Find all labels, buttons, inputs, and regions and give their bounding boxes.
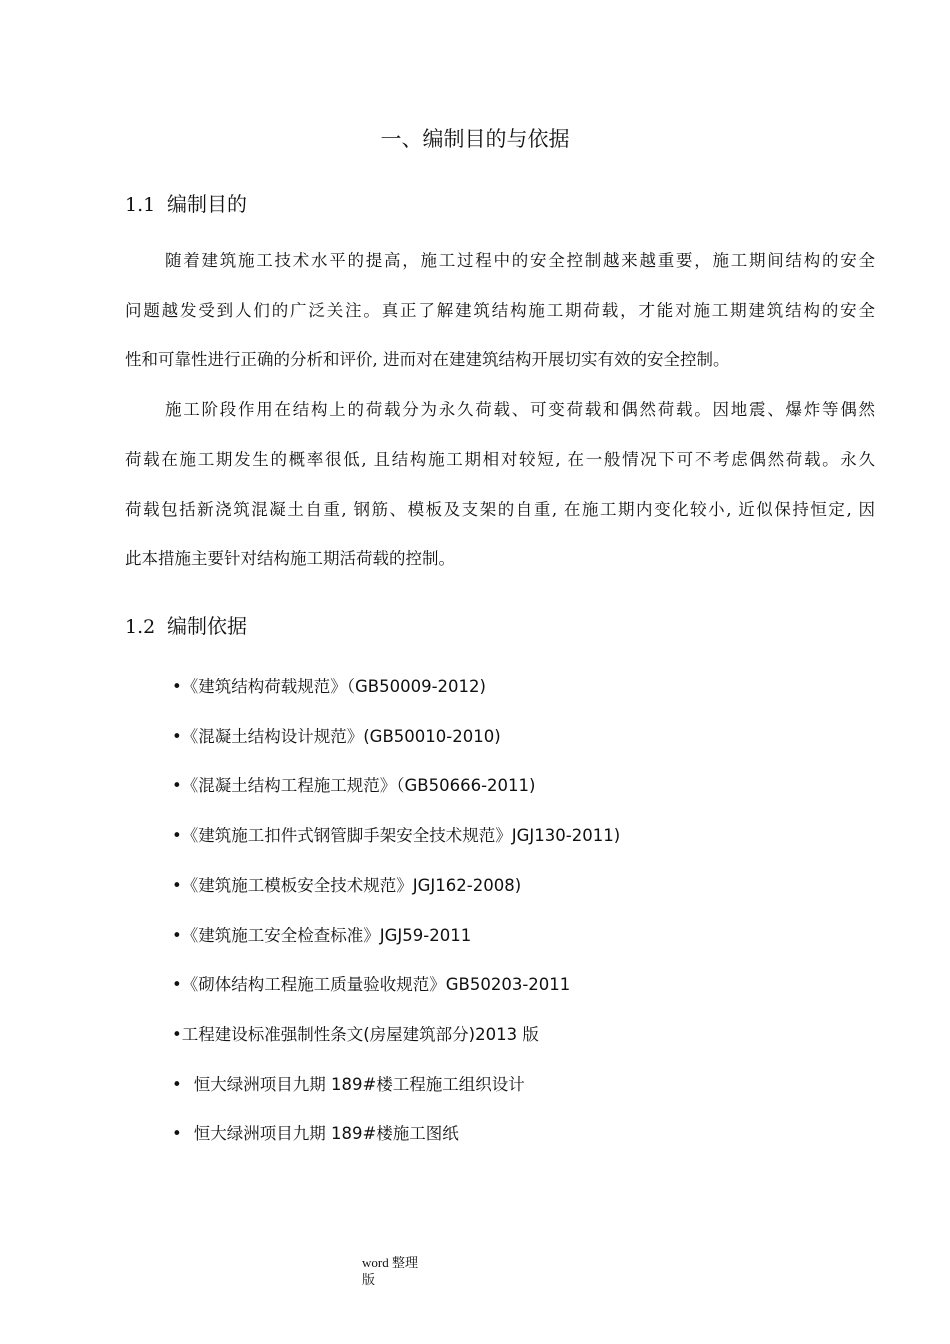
bullet-icon: • [172,926,182,945]
reference-item [172,973,570,997]
reference-item [172,725,501,749]
bullet-icon: • [172,826,182,845]
reference-text: 《砌体结构工程施工质量验收规范》GB50203-2011 [181,975,571,994]
footer-line: 版 [362,1272,376,1287]
page-footer [362,1254,442,1288]
reference-text: 《建筑结构荷载规范》（GB50009-2012) [181,677,486,696]
bullet-icon: • [172,975,182,994]
paragraph-line: 性和可靠性进行正确的分析和评价, 进而对在建建筑结构开展切实有效的安全控制。 [125,350,730,369]
bullet-icon: • [172,727,182,746]
section-heading-purpose [125,190,247,219]
reference-text: 《建筑施工模板安全技术规范》JGJ162-2008) [181,876,522,895]
reference-item [172,1023,539,1047]
bullet-icon: • [172,677,182,696]
reference-text: 《混凝土结构工程施工规范》（GB50666-2011) [181,776,536,795]
section-title: 编制目的 [167,192,247,216]
reference-item [172,924,471,948]
footer-line: word 整理 [362,1255,418,1270]
section-number: 1.2 [125,616,156,638]
page-title: 一、编制目的与依据 [380,127,570,151]
paragraph-line: 问题越发受到人们的广泛关注。真正了解建筑结构施工期荷载，才能对施工期建筑结构的安全 [125,301,875,320]
reference-text: 恒大绿洲项目九期 189#楼施工图纸 [193,1124,459,1143]
reference-text: 《混凝土结构设计规范》(GB50010-2010) [181,727,501,746]
bullet-icon: • [172,1075,182,1094]
section-title: 编制依据 [167,614,247,638]
paragraph-line: 荷载包括新浇筑混凝土自重, 钢筋、模板及支架的自重, 在施工期内变化较小, 近似保持恒定, 因 [125,500,875,519]
paragraph-line: 荷载在施工期发生的概率很低, 且结构施工期相对较短, 在一般情况下可不考虑偶然荷载。永久 [125,450,875,469]
reference-item [172,1073,525,1097]
reference-item [172,675,486,699]
reference-item [172,774,535,798]
reference-text: 《建筑施工安全检查标准》JGJ59-2011 [181,926,472,945]
paragraph-line: 此本措施主要针对结构施工期活荷载的控制。 [125,549,455,568]
paragraph-line: 随着建筑施工技术水平的提高，施工过程中的安全控制越来越重要，施工期间结构的安全 [165,251,875,270]
reference-text: 《建筑施工扣件式钢管脚手架安全技术规范》JGJ130-2011) [181,826,621,845]
section-heading-basis [125,612,247,641]
bullet-icon: • [172,776,182,795]
section-number: 1.1 [125,194,156,216]
bullet-icon: • [172,1025,182,1044]
reference-item [172,824,620,848]
bullet-icon: • [172,1124,182,1143]
reference-item [172,1122,459,1146]
reference-item [172,874,521,898]
reference-text: 恒大绿洲项目九期 189#楼工程施工组织设计 [193,1075,525,1094]
bullet-icon: • [172,876,182,895]
reference-text: 工程建设标准强制性条文(房屋建筑部分)2013 版 [181,1025,539,1044]
paragraph-line: 施工阶段作用在结构上的荷载分为永久荷载、可变荷载和偶然荷载。因地震、爆炸等偶然 [165,400,875,419]
